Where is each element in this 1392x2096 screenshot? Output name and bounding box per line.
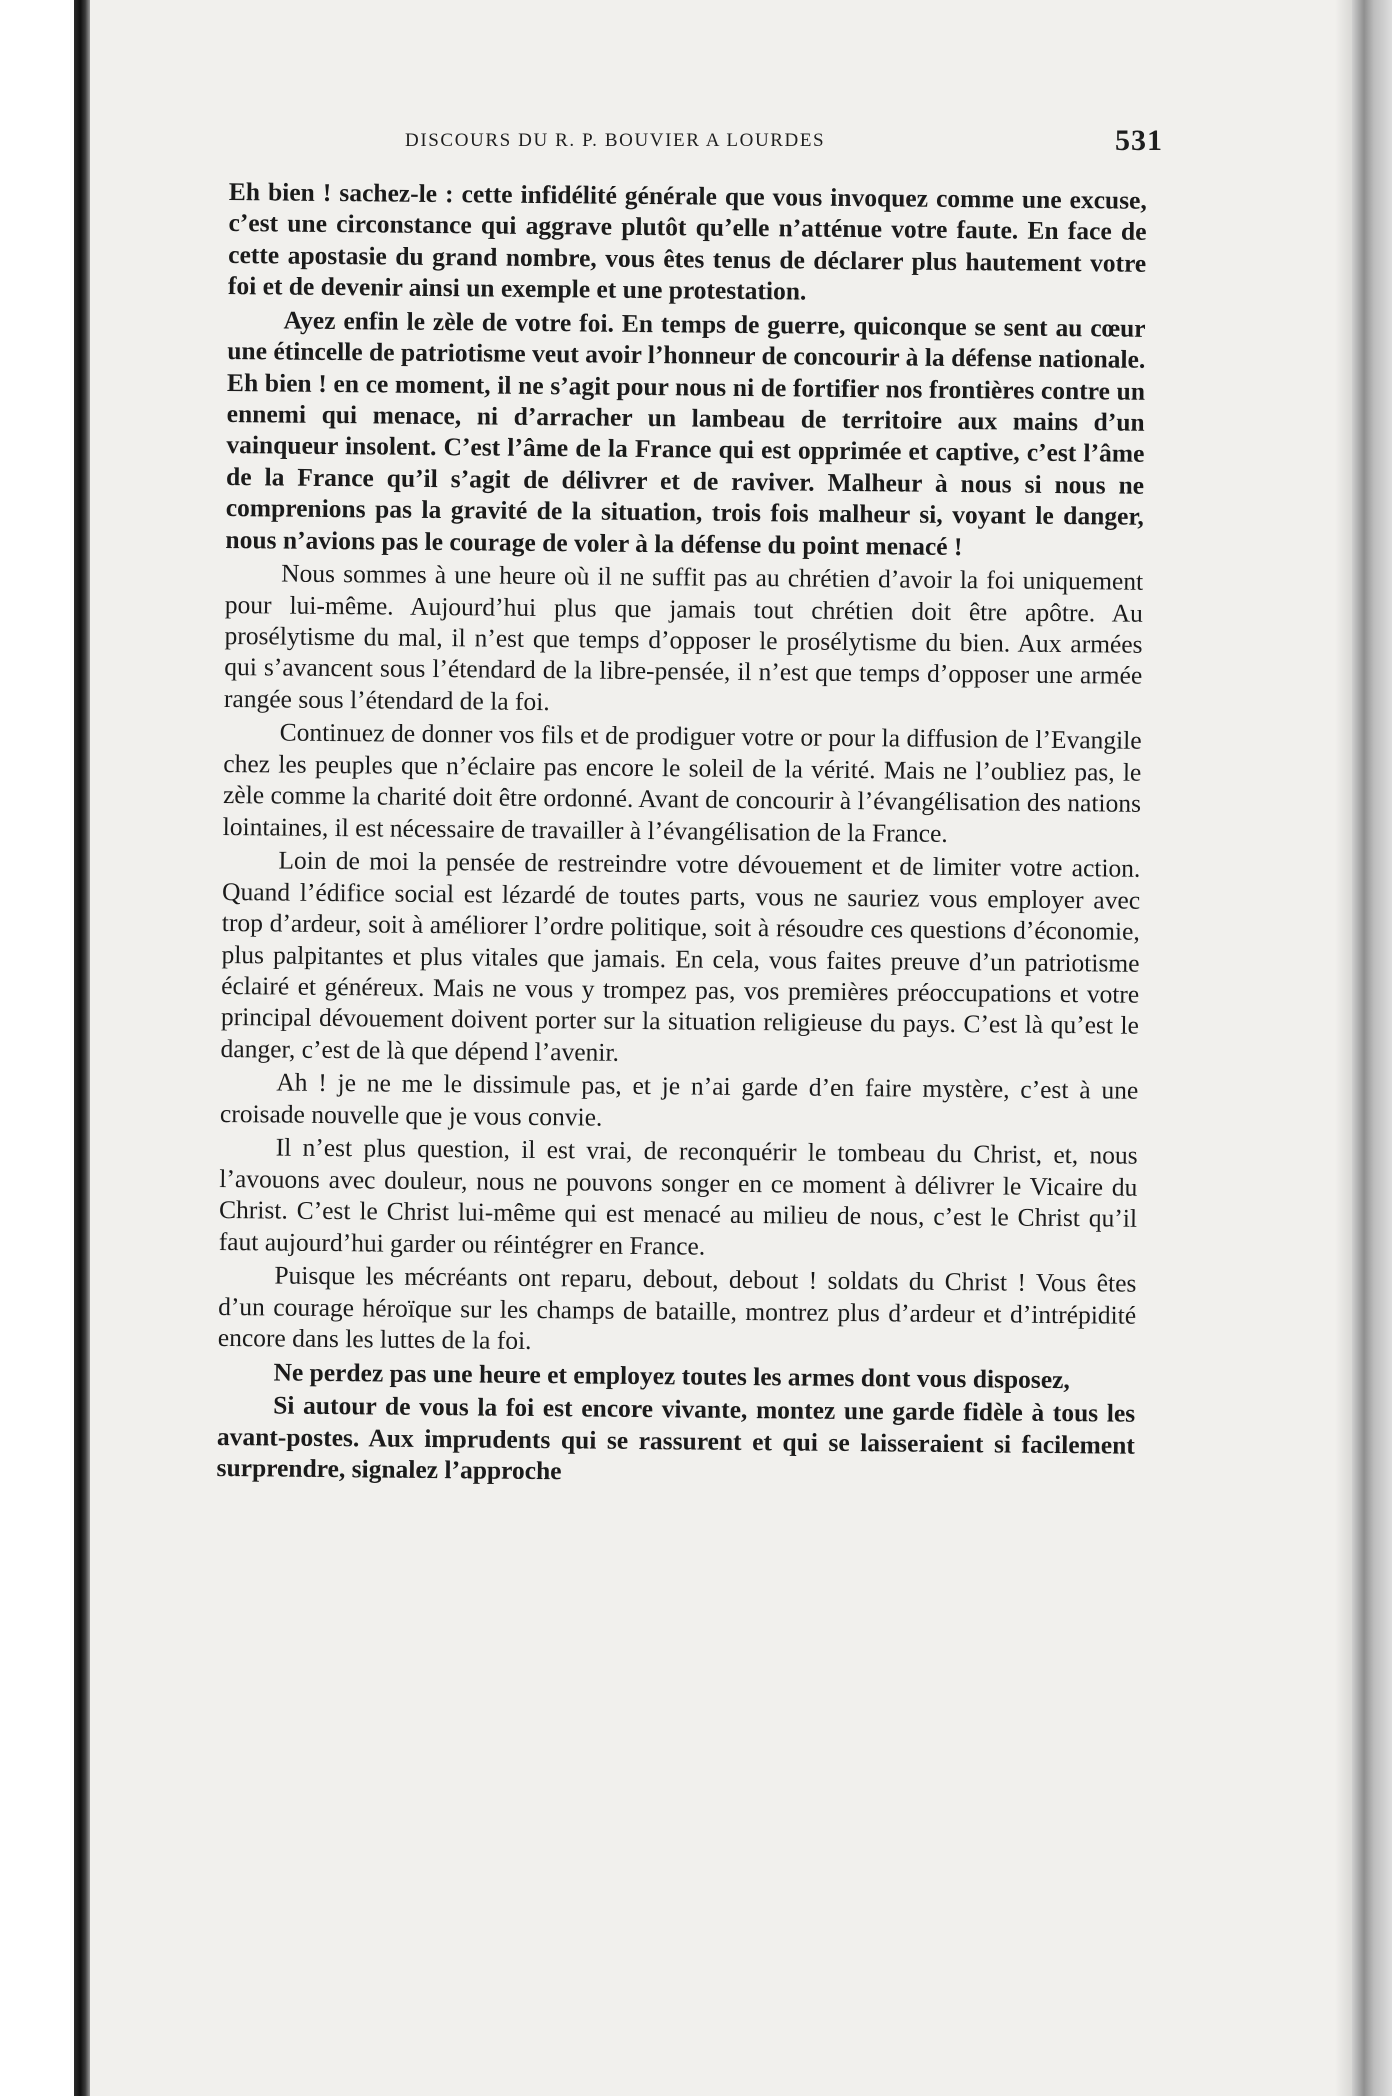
paragraph: Continuez de donner vos fils et de prodiguer votre or pour la diffusion de l’Evangile chez les peuples que n’éclaire pas encore le soleil de la vérité. Mais ne l’oubliez pas, le zèle comme la charité doit être ordonné. Avant de concourir à l’évangélisation des nations lointaines, il est nécessaire de travailler à l’évangélisation de la France. xyxy=(222,717,1142,848)
paragraph: Puisque les mécréants ont reparu, debout, debout ! soldats du Christ ! Vous êtes d’un courage héroïque sur les champs de bataille, montrez plus d’ardeur et d’intrépidité encore dans les luttes de la foi. xyxy=(217,1260,1137,1355)
paragraph: Ne perdez pas une heure et employez toutes les armes dont vous disposez, xyxy=(273,1357,1070,1394)
body-text xyxy=(216,176,1147,1494)
paragraph: Il n’est plus question, il est vrai, de reconquérir le tombeau du Christ, et, nous l’avouons avec douleur, nous ne pouvons songer en ce moment à délivrer le Vicaire du Christ. C’est le Christ lui-même qui est menacé au milieu de nous, c’est le Christ qu’il faut aujourd’hui garder ou réintégrer en France. xyxy=(218,1132,1138,1261)
book-fore-edge xyxy=(1352,0,1392,2096)
scan-margin-left xyxy=(0,0,74,2096)
running-head-title: DISCOURS DU R. P. BOUVIER A LOURDES xyxy=(405,130,826,151)
book-gutter-shadow xyxy=(74,0,90,2096)
paragraph: Loin de moi la pensée de restreindre votre dévouement et de limiter votre action. Quand l’édifice social est lézardé de toutes parts, vous ne sauriez vous employer avec trop d’ardeur, soit à améliorer l’ordre politique, soit à résoudre ces questions d’économie, plus palpitantes et plus vitales que jamais. En cela, vous faites preuve d’un patriotisme éclairé et généreux. Mais ne vous y trompez pas, vos premières préoccupations et votre principal dévouement doivent porter sur la situation religieuse du pays. C’est là qu’est le danger, c’est de là que dépend l’avenir. xyxy=(220,845,1141,1067)
paragraph: Ah ! je ne me le dissimule pas, et je n’ai garde d’en faire mystère, c’est à une croisade nouvelle que je vous convie. xyxy=(219,1067,1139,1132)
paragraph: Si autour de vous la foi est encore vivante, montez une garde fidèle à tous les avant-postes. Aux imprudents qui se rassurent et qui se laisseraient si facilement surprendre, signalez l’approche xyxy=(216,1390,1136,1486)
paragraph: Ayez enfin le zèle de votre foi. En temps de guerre, quiconque se sent au cœur une étincelle de patriotisme veut avoir l’honneur de concourir à la défense nationale. Eh bien ! en ce moment, il ne s’agit pour nous ni de fortifier nos frontières contre un ennemi qui menace, ni d’arracher un lambeau de territoire aux mains d’un vainqueur insolent. C’est l’âme de la France qui est opprimée et captive, c’est l’âme de la France qu’il s’agit de délivrer et de raviver. Malheur à nous si nous ne comprenions pas la gravité de la situation, trois fois malheur si, voyant le danger, nous n’avions pas le courage de voler à la défense du point menacé ! xyxy=(225,305,1146,561)
paragraph: Eh bien ! sachez-le : cette infidélité générale que vous invoquez comme une excuse, c’est une circonstance qui aggrave plutôt qu’elle n’atténue votre faute. En face de cette apostasie du grand nombre, vous êtes tenus de déclarer plus hautement votre foi et de devenir ainsi un exemple et une protestation. xyxy=(227,176,1147,306)
page-number: 531 xyxy=(1115,124,1163,157)
paragraph: Nous sommes à une heure où il ne suffit pas au chrétien d’avoir la foi uniquement pour lui-même. Aujourd’hui plus que jamais tout chrétien doit être apôtre. Au prosélytisme du mal, il n’est que temps d’opposer le prosélytisme du bien. Aux armées qui s’avancent sous l’étendard de la libre-pensée, il n’est que temps d’opposer une armée rangée sous l’étendard de la foi. xyxy=(223,558,1144,716)
